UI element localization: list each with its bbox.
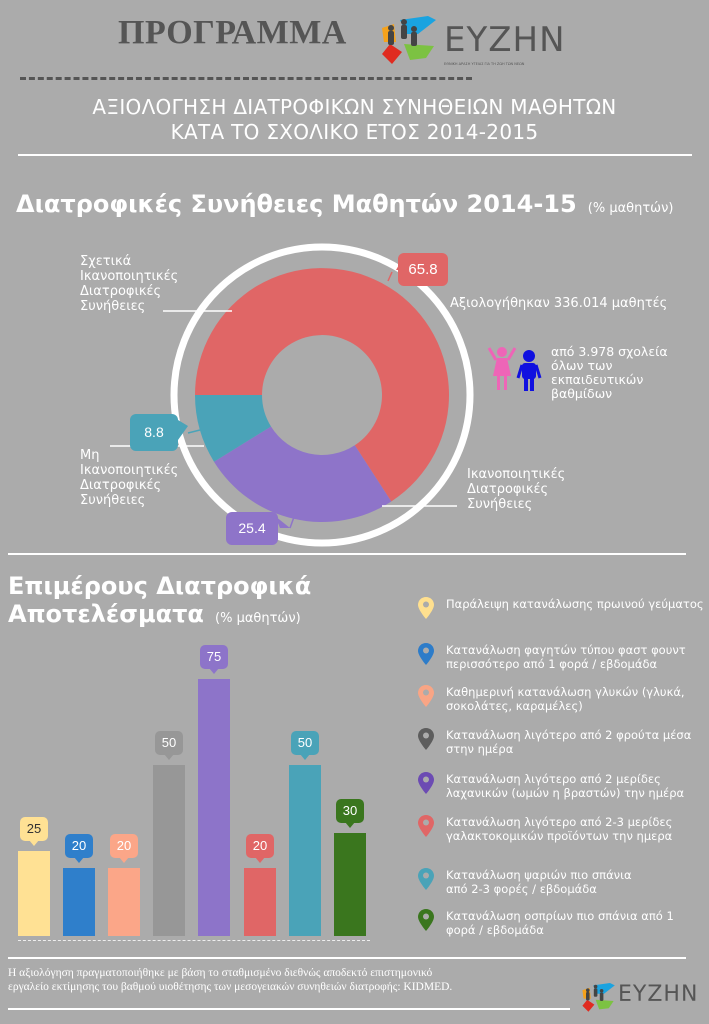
page-title-line2: ΚΑΤΑ ΤΟ ΣΧΟΛΙΚΟ ΕΤΟΣ 2014-2015 bbox=[170, 120, 539, 144]
bar-fish bbox=[289, 765, 321, 936]
methodology-note: Η αξιολόγηση πραγματοποιήθηκε με βάση το σταθμισμένο διεθνώς αποδεκτό επιστημονικό εργαλείο εκτίμησης του βαθμού υιοθέτησης των μεσογειακών συνηθειών διατροφής: KIDMED. bbox=[8, 967, 453, 993]
map-pin-icon bbox=[418, 772, 434, 794]
bar-fastfood bbox=[63, 868, 95, 936]
map-pin-icon bbox=[418, 815, 434, 837]
bar-value-fruits: 50 bbox=[155, 731, 183, 755]
students-count: Αξιολογήθηκαν 336.014 μαθητές bbox=[450, 296, 668, 311]
bar-value-sweets: 20 bbox=[110, 834, 138, 858]
bar-value-fastfood: 20 bbox=[65, 834, 93, 858]
legend-item-breakfast: Παράλειψη κατανάλωσης πρωινού γεύματος bbox=[418, 597, 708, 619]
bar-value-fish: 50 bbox=[291, 731, 319, 755]
runners-logo-icon bbox=[580, 980, 616, 1016]
legend-item-dairy: Κατανάλωση λιγότερο από 2-3 μερίδες γαλακτοκομικών προϊόντων την ημερα bbox=[418, 815, 708, 843]
bar-value-legumes: 30 bbox=[336, 799, 364, 823]
legend-item-legumes: Κατανάλωση οσπρίων πιο σπάνια από 1 φορά / εβδομάδα bbox=[418, 909, 708, 937]
footer-logo-name: ΕΥΖΗΝ bbox=[618, 982, 699, 1007]
divider-footer-top bbox=[8, 957, 686, 959]
bar-title-line1: Επιμέρους Διατροφικά bbox=[8, 572, 312, 600]
label-satisfactory: Ικανοποιητικές Διατροφικές Συνήθειες bbox=[467, 467, 566, 512]
bar-unit: (% μαθητών) bbox=[215, 611, 301, 626]
bar-title-line2: Αποτελέσματα bbox=[8, 600, 204, 628]
program-title: ΠΡΟΓΡΑΜΜΑ bbox=[118, 14, 347, 51]
children-icon bbox=[487, 346, 543, 396]
bar-value-breakfast: 25 bbox=[20, 817, 48, 841]
bar-dairy bbox=[244, 868, 276, 936]
legend-item-vegetables: Κατανάλωση λιγότερο από 2 μερίδες λαχανικών (ωμών η βραστών) την ημέρα bbox=[418, 772, 708, 800]
bar-baseline bbox=[18, 940, 370, 941]
bar-sweets bbox=[108, 868, 140, 936]
donut-title: Διατροφικές Συνήθειες Μαθητών 2014-15 bbox=[16, 190, 577, 218]
legend-item-fish: Κατανάλωση ψαριών πιο σπάνια από 2-3 φορές / εβδομάδα bbox=[418, 868, 708, 896]
bar-breakfast bbox=[18, 851, 50, 936]
legend-item-sweets: Καθημερινή κατανάλωση γλυκών (γλυκά, σοκολάτες, καραμέλες) bbox=[418, 685, 708, 713]
callout-purple-value: 25.4 bbox=[226, 512, 278, 545]
footer-logo bbox=[580, 980, 700, 1016]
logo-name: ΕΥΖΗΝ bbox=[444, 20, 566, 60]
bar-value-vegetables: 75 bbox=[200, 645, 228, 669]
bar-fruits bbox=[153, 765, 185, 936]
bar-vegetables bbox=[198, 679, 230, 936]
map-pin-icon bbox=[418, 597, 434, 619]
logo-subtitle: ΕΘΝΙΚΗ ΔΡΑΣΗ ΥΓΕΙΑΣ ΓΙΑ ΤΗ ΖΩΗ ΤΩΝ ΝΕΩΝ bbox=[444, 62, 525, 66]
bar-value-dairy: 20 bbox=[246, 834, 274, 858]
map-pin-icon bbox=[418, 728, 434, 750]
schools-count: από 3.978 σχολεία όλων των εκπαιδευτικών βαθμίδων bbox=[551, 344, 668, 401]
map-pin-icon bbox=[418, 868, 434, 890]
map-pin-icon bbox=[418, 909, 434, 931]
map-pin-icon bbox=[418, 643, 434, 665]
divider-footer-bottom bbox=[8, 1008, 570, 1010]
donut-unit: (% μαθητών) bbox=[587, 201, 674, 216]
divider-middle bbox=[8, 553, 686, 555]
legend-item-fruits: Κατανάλωση λιγότερο από 2 φρούτα μέσα στην ημέρα bbox=[418, 728, 708, 756]
callout-red-value: 65.8 bbox=[398, 253, 448, 286]
page-title-line1: ΑΞΙΟΛΟΓΗΣΗ ΔΙΑΤΡΟΦΙΚΩΝ ΣΥΝΗΘΕΙΩΝ ΜΑΘΗΤΩΝ bbox=[92, 95, 617, 119]
callout-teal-value: 8.8 bbox=[130, 414, 178, 451]
label-relatively-satisfactory: Σχετικά Ικανοποιητικές Διατροφικές Συνήθειες bbox=[80, 254, 179, 314]
bar-legumes bbox=[334, 833, 366, 936]
bar-section-title bbox=[8, 572, 311, 633]
legend-item-fastfood: Κατανάλωση φαγητών τύπου φαστ φουντ περισσότερο από 1 φορά / εβδομάδα bbox=[418, 643, 708, 671]
label-unsatisfactory: Μη Ικανοποιητικές Διατροφικές Συνήθειες bbox=[80, 448, 179, 508]
map-pin-icon bbox=[418, 685, 434, 707]
